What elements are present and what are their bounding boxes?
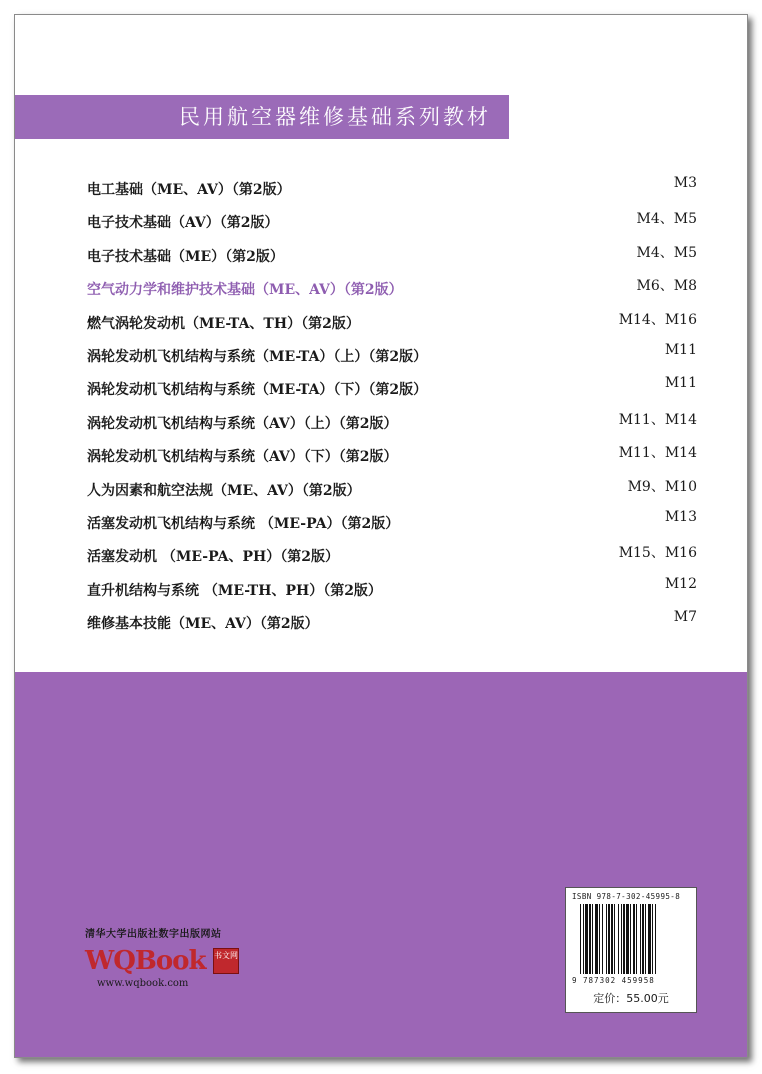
book-list-item bbox=[87, 540, 697, 573]
book-list-item bbox=[87, 607, 697, 640]
barcode-icon bbox=[580, 904, 684, 974]
book-module-code: M7 bbox=[673, 609, 697, 626]
isbn-text: ISBN 978-7-302-45995-8 bbox=[572, 892, 681, 901]
publisher-url: www.wqbook.com bbox=[97, 978, 189, 989]
book-list-item bbox=[87, 507, 697, 540]
book-title: 电工基础（ME、AV）（第2版） bbox=[87, 182, 291, 198]
book-module-code: M12 bbox=[664, 575, 697, 592]
book-module-code: M9、M10 bbox=[627, 478, 697, 495]
book-list bbox=[87, 173, 697, 640]
book-title: 直升机结构与系统 （ME-TH、PH）（第2版） bbox=[87, 582, 382, 599]
publisher-logo bbox=[85, 946, 255, 976]
book-list-item bbox=[87, 340, 697, 373]
book-list-item bbox=[87, 440, 697, 473]
publisher-block bbox=[85, 925, 255, 989]
book-list-item bbox=[87, 307, 697, 340]
book-module-code: M11、M14 bbox=[618, 445, 697, 462]
series-banner: 民用航空器维修基础系列教材 bbox=[15, 95, 509, 139]
book-title: 燃气涡轮发动机（ME-TA、TH）（第2版） bbox=[87, 315, 360, 332]
price-label: 定价：55.00元 bbox=[593, 992, 669, 1005]
book-list-item bbox=[87, 273, 697, 306]
book-title: 电子技术基础（ME）（第2版） bbox=[87, 248, 284, 265]
barcode-digits: 9 787302 459958 bbox=[572, 976, 655, 985]
book-list-item bbox=[87, 373, 697, 406]
book-title: 空气动力学和维护技术基础（ME、AV）（第2版） bbox=[87, 282, 403, 299]
book-title: 涡轮发动机飞机结构与系统（ME-TA）（上）（第2版） bbox=[87, 348, 428, 365]
book-list-item bbox=[87, 240, 697, 273]
book-list-item bbox=[87, 173, 697, 206]
book-list-item bbox=[87, 574, 697, 607]
book-module-code: M11 bbox=[664, 341, 697, 358]
book-title: 活塞发动机飞机结构与系统 （ME-PA）（第2版） bbox=[87, 515, 400, 532]
book-module-code: M15、M16 bbox=[618, 545, 697, 562]
book-title: 人为因素和航空法规（ME、AV）（第2版） bbox=[87, 482, 361, 499]
book-title: 涡轮发动机飞机结构与系统（ME-TA）（下）（第2版） bbox=[87, 382, 428, 399]
book-title: 涡轮发动机飞机结构与系统（AV）（下）（第2版） bbox=[87, 449, 398, 466]
publisher-name: 清华大学出版社数字出版网站 bbox=[85, 929, 222, 940]
book-module-code: M6、M8 bbox=[636, 278, 697, 295]
book-module-code: M4、M5 bbox=[636, 244, 697, 261]
book-list-item bbox=[87, 474, 697, 507]
book-module-code: M11、M14 bbox=[618, 411, 697, 428]
book-module-code: M3 bbox=[673, 175, 697, 191]
logo-text: WQBook bbox=[85, 946, 206, 976]
book-back-cover bbox=[14, 14, 748, 1058]
book-list-item bbox=[87, 407, 697, 440]
book-module-code: M14、M16 bbox=[618, 311, 697, 328]
book-title: 涡轮发动机飞机结构与系统（AV）（上）（第2版） bbox=[87, 415, 398, 432]
book-title: 维修基本技能（ME、AV）（第2版） bbox=[87, 616, 319, 633]
logo-seal-icon: 书文网 bbox=[213, 948, 239, 974]
book-module-code: M11 bbox=[664, 375, 697, 392]
book-title: 活塞发动机 （ME-PA、PH）（第2版） bbox=[87, 549, 339, 566]
book-list-item bbox=[87, 206, 697, 239]
barcode-block bbox=[565, 887, 697, 1013]
book-module-code: M4、M5 bbox=[636, 211, 697, 228]
book-title: 电子技术基础（AV）（第2版） bbox=[87, 215, 279, 232]
book-module-code: M13 bbox=[664, 508, 697, 525]
